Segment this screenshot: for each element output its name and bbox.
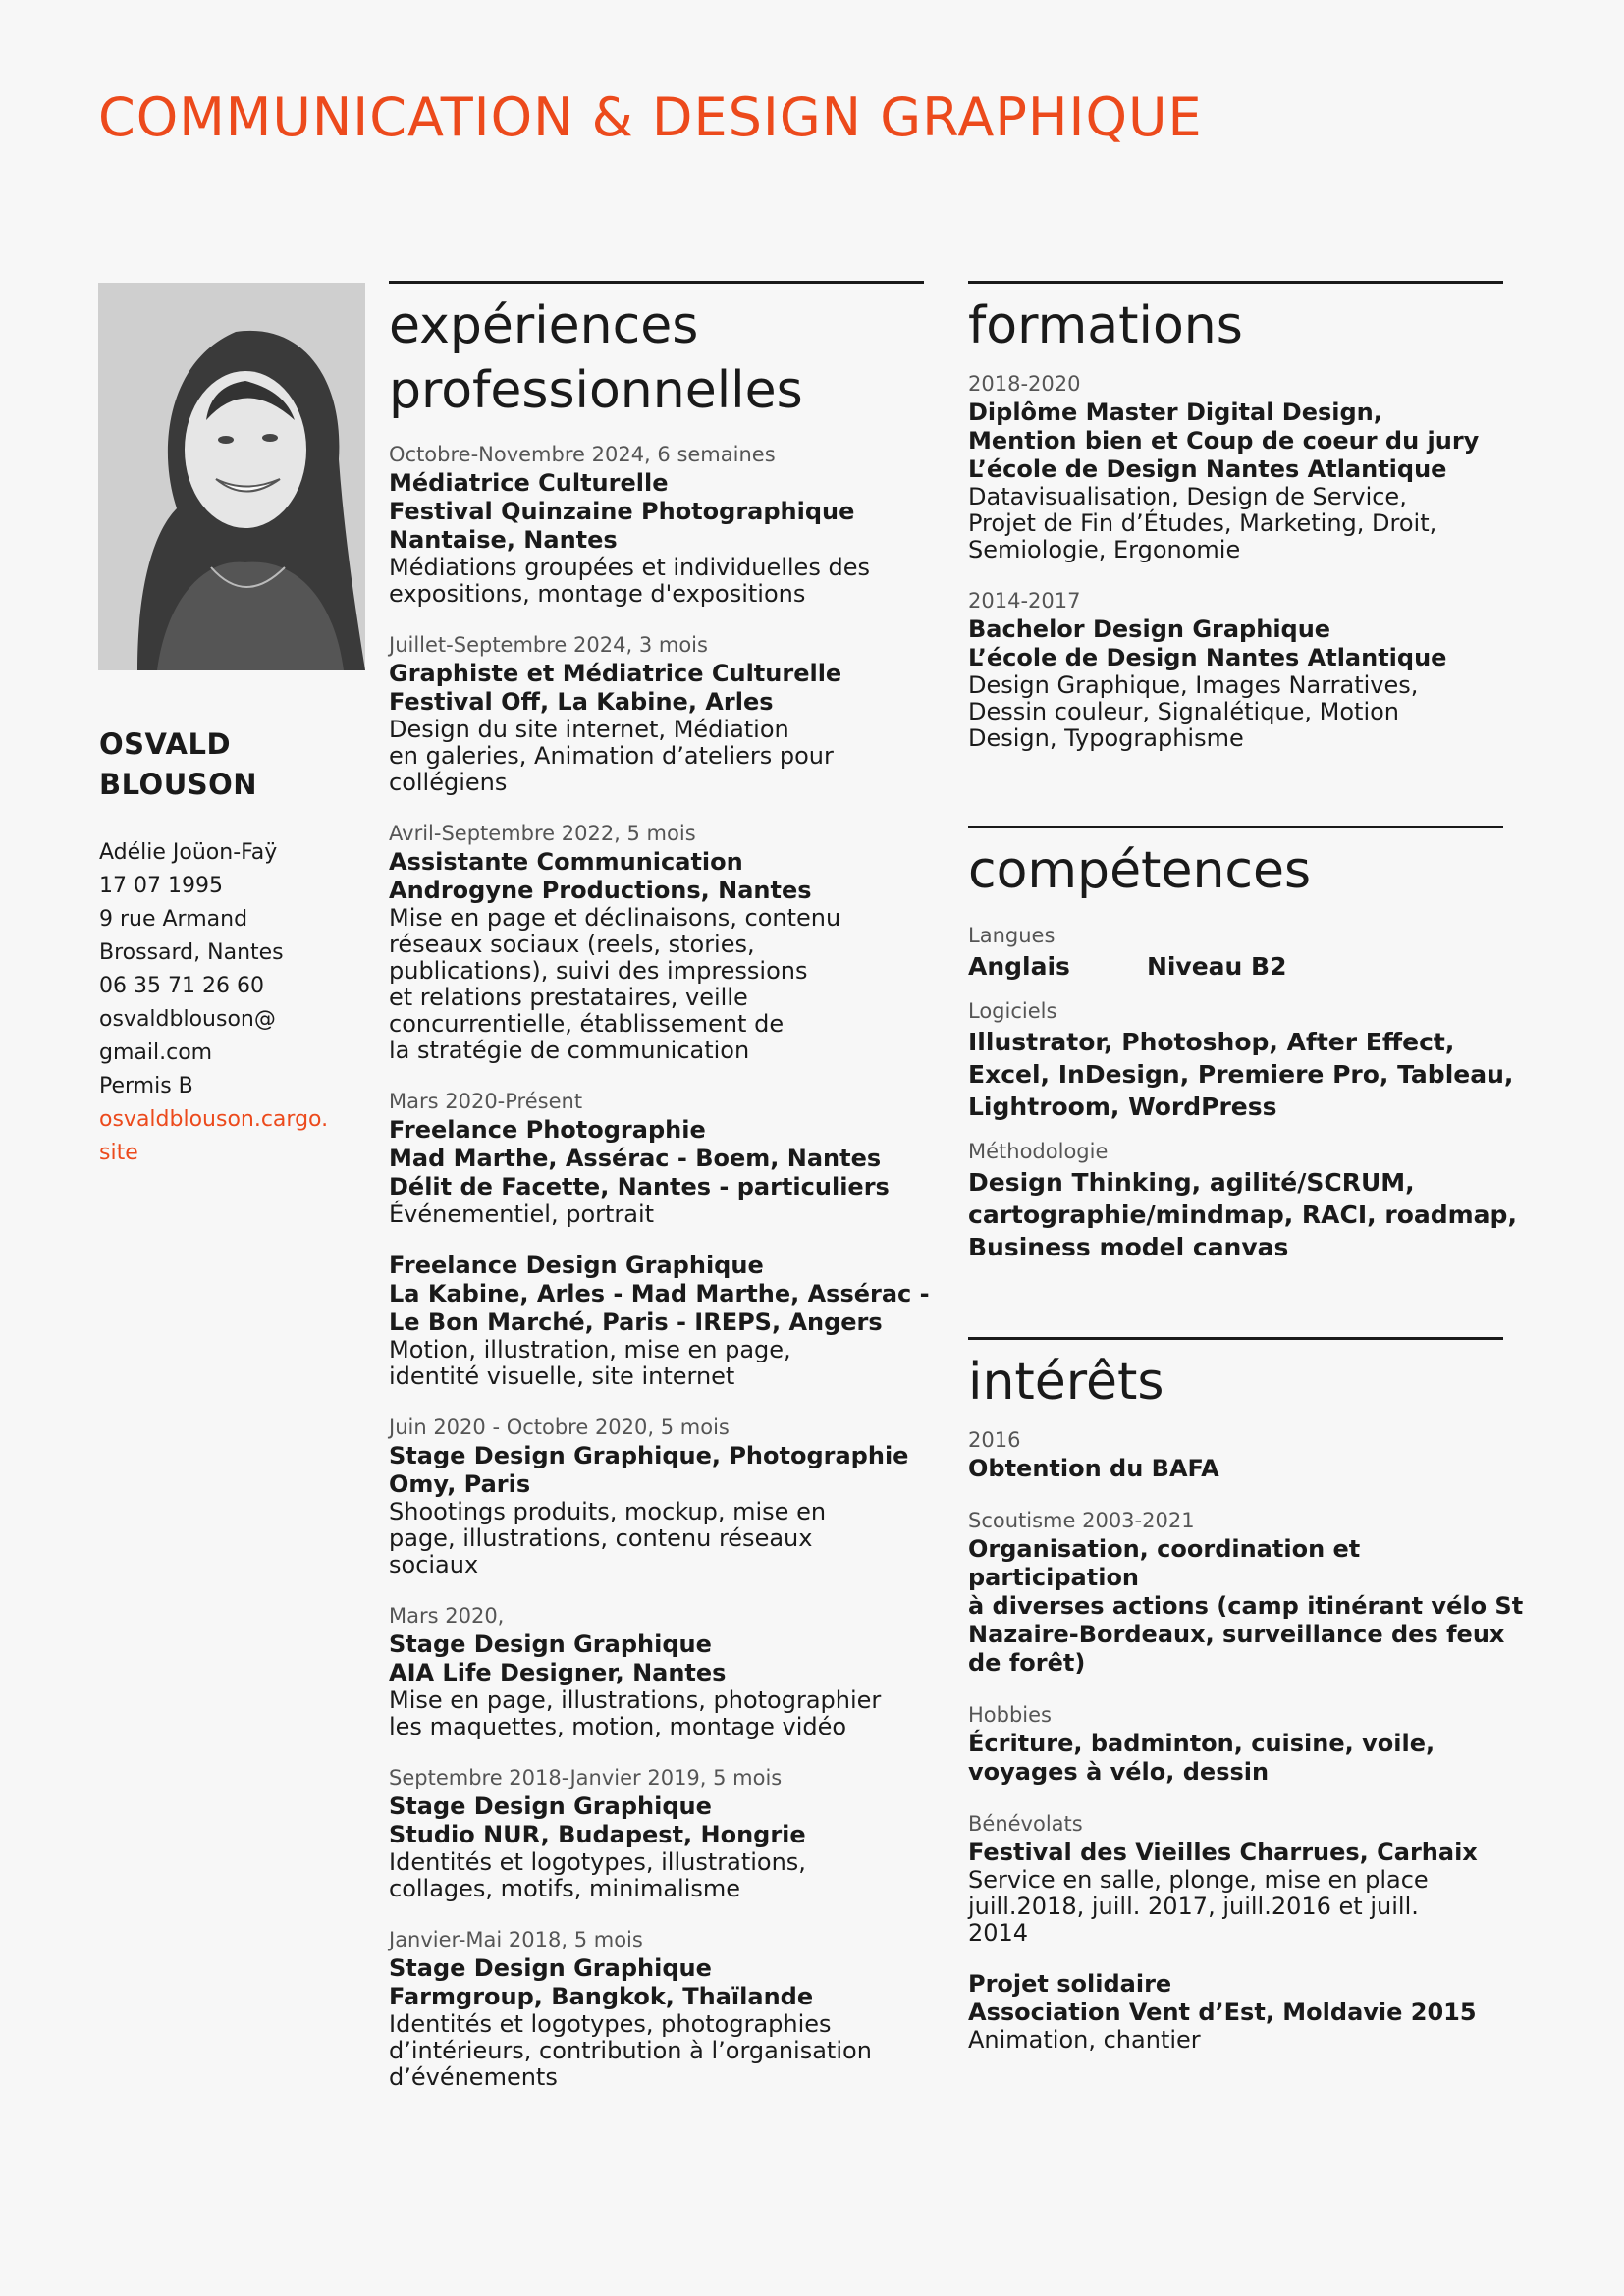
interets-list	[968, 1426, 1538, 2054]
entry-date: Mars 2020-Présent	[389, 1090, 583, 1113]
logiciels-list	[968, 1026, 1538, 1123]
contact-line: 17 07 1995	[99, 874, 223, 898]
entry-description-line: et relations prestataires, veille	[389, 984, 748, 1011]
entry-description-line: Animation, chantier	[968, 2026, 1201, 2054]
entry-description-line: Médiations groupées et individuelles des	[389, 554, 870, 581]
entry-title-line: Mention bien et Coup de coeur du jury	[968, 427, 1480, 454]
entry-title-line: Écriture, badminton, cuisine, voile,	[968, 1730, 1435, 1757]
logiciels-line: Lightroom, WordPress	[968, 1093, 1277, 1121]
section-divider	[968, 826, 1503, 828]
methodologie-line: cartographie/mindmap, RACI, roadmap,	[968, 1201, 1517, 1229]
entry	[389, 1088, 939, 1228]
formations-title: formations	[968, 296, 1243, 355]
entry	[968, 1701, 1538, 1787]
entry	[389, 631, 939, 796]
entry-description-line: concurrentielle, établissement de	[389, 1010, 785, 1038]
entry-description-line: expositions, montage d'expositions	[389, 580, 806, 608]
entry-date: Juillet-Septembre 2024, 3 mois	[389, 633, 708, 657]
entry-description-line: Design Graphique, Images Narratives,	[968, 671, 1419, 699]
section-divider	[968, 1337, 1503, 1340]
entry	[389, 1414, 939, 1578]
entry-title-line: Festival Off, La Kabine, Arles	[389, 688, 774, 716]
experience-title: expériences professionnelles	[389, 296, 803, 420]
entry-description-line: Identités et logotypes, photographies	[389, 2010, 832, 2038]
entry-description-line: collages, motifs, minimalisme	[389, 1875, 741, 1902]
entry-title-line: Médiatrice Culturelle	[389, 469, 669, 497]
entry-description-line: page, illustrations, contenu réseaux	[389, 1524, 813, 1552]
entry-title-line: Festival des Vieilles Charrues, Carhaix	[968, 1839, 1478, 1866]
methodologie-label: Méthodologie	[968, 1140, 1109, 1163]
entry-date: 2018-2020	[968, 372, 1081, 396]
entry-title-line: Stage Design Graphique, Photographie	[389, 1442, 909, 1469]
entry	[389, 1926, 939, 2091]
entry-date: Scoutisme 2003-2021	[968, 1509, 1195, 1532]
experience-section	[389, 281, 939, 2091]
entry-title-line: Association Vent d’Est, Moldavie 2015	[968, 1999, 1477, 2026]
logiciels-line: Excel, InDesign, Premiere Pro, Tableau,	[968, 1060, 1514, 1089]
entry	[389, 1764, 939, 1902]
entry	[968, 1810, 1538, 1947]
entry-title-line: Androgyne Productions, Nantes	[389, 877, 812, 904]
entry-title-line: Farmgroup, Bangkok, Thaïlande	[389, 1983, 814, 2010]
entry-title-line: Obtention du BAFA	[968, 1455, 1219, 1482]
entry-description-line: Mise en page et déclinaisons, contenu	[389, 904, 841, 932]
entry-description-line: Semiologie, Ergonomie	[968, 536, 1241, 563]
entry-title-line: Omy, Paris	[389, 1470, 531, 1498]
entry-date: Mars 2020,	[389, 1604, 505, 1628]
contact-line: Permis B	[99, 1074, 193, 1098]
entry-title-line: Diplôme Master Digital Design,	[968, 399, 1382, 426]
entry-date: Juin 2020 - Octobre 2020, 5 mois	[389, 1415, 730, 1439]
contact-info	[99, 836, 374, 1170]
entry	[389, 441, 939, 608]
entry-title-line: L’école de Design Nantes Atlantique	[968, 644, 1447, 671]
section-divider	[389, 281, 924, 284]
entry-title-line: voyages à vélo, dessin	[968, 1758, 1270, 1786]
entry-title-line: Graphiste et Médiatrice Culturelle	[389, 660, 842, 687]
entry-description-line: Shootings produits, mockup, mise en	[389, 1498, 827, 1525]
entry-description-line: d’événements	[389, 2063, 558, 2091]
entry-description-line: Mise en page, illustrations, photographier	[389, 1686, 882, 1714]
entry-title-line: Stage Design Graphique	[389, 1792, 712, 1820]
profile-name: OSVALD BLOUSON	[99, 727, 258, 801]
entry	[389, 1252, 939, 1390]
entry-description-line: d’intérieurs, contribution à l’organisation	[389, 2037, 872, 2064]
entry-description-line: identité visuelle, site internet	[389, 1362, 735, 1390]
entry-description-line: Événementiel, portrait	[389, 1201, 655, 1228]
language: Anglais	[968, 952, 1070, 981]
entry-description-line: collégiens	[389, 769, 508, 796]
entry-title-line: Freelance Photographie	[389, 1116, 706, 1144]
entry-date: 2014-2017	[968, 589, 1081, 613]
contact-line: Brossard, Nantes	[99, 940, 284, 965]
entry-title-line: à diverses actions (camp itinérant vélo St	[968, 1592, 1524, 1620]
entry-description-line: Datavisualisation, Design de Service,	[968, 483, 1407, 510]
methodologie-list	[968, 1166, 1538, 1263]
contact-line: gmail.com	[99, 1041, 213, 1065]
entry-title-line: AIA Life Designer, Nantes	[389, 1659, 727, 1686]
competences-section	[968, 826, 1538, 1263]
portrait-image	[98, 283, 365, 670]
entry-description-line: Service en salle, plonge, mise en place	[968, 1866, 1429, 1894]
entry	[968, 1507, 1538, 1678]
entry-title-line: Nazaire-Bordeaux, surveillance des feux	[968, 1621, 1505, 1648]
langues-label: Langues	[968, 924, 1056, 947]
entry-date: 2016	[968, 1428, 1021, 1452]
interets-title: intérêts	[968, 1353, 1164, 1412]
entry-description-line: la stratégie de communication	[389, 1037, 750, 1064]
contact-line: osvaldblouson@	[99, 1007, 276, 1032]
entry-date: Septembre 2018-Janvier 2019, 5 mois	[389, 1766, 783, 1789]
entry-title-line: Freelance Design Graphique	[389, 1252, 764, 1279]
entry-description-line: 2014	[968, 1919, 1029, 1947]
right-column	[968, 281, 1538, 2054]
formations-list	[968, 370, 1538, 752]
entry-description-line: sociaux	[389, 1551, 479, 1578]
entry-title-line: L’école de Design Nantes Atlantique	[968, 455, 1447, 483]
experience-list	[389, 441, 939, 2091]
entry-title-line: Délit de Facette, Nantes - particuliers	[389, 1173, 890, 1201]
entry-title-line: Projet solidaire	[968, 1970, 1172, 1998]
contact-line: 9 rue Armand	[99, 907, 248, 932]
entry-description-line: juill.2018, juill. 2017, juill.2016 et juill.	[968, 1893, 1419, 1920]
entry-description-line: Design, Typographisme	[968, 724, 1244, 752]
entry-description-line: Design du site internet, Médiation	[389, 716, 789, 743]
entry-description-line: Projet de Fin d’Études, Marketing, Droit,	[968, 509, 1437, 537]
entry-title-line: Stage Design Graphique	[389, 1630, 712, 1658]
entry-title-line: Studio NUR, Budapest, Hongrie	[389, 1821, 806, 1848]
entry	[968, 370, 1538, 563]
entry-title-line: Nantaise, Nantes	[389, 526, 618, 554]
entry	[968, 1970, 1538, 2054]
entry-title-line: Bachelor Design Graphique	[968, 615, 1331, 643]
language-row	[968, 950, 1538, 983]
entry-title-line: Organisation, coordination et participation	[968, 1535, 1361, 1591]
logiciels-line: Illustrator, Photoshop, After Effect,	[968, 1028, 1455, 1056]
entry-title-line: Stage Design Graphique	[389, 1954, 712, 1982]
section-divider	[968, 281, 1503, 284]
methodologie-line: Design Thinking, agilité/SCRUM,	[968, 1168, 1415, 1197]
entry	[389, 1602, 939, 1740]
entry-title-line: Assistante Communication	[389, 848, 743, 876]
entry-description-line: en galeries, Animation d’ateliers pour	[389, 742, 834, 770]
contact-line: Adélie Joüon-Faÿ	[99, 840, 278, 865]
entry	[968, 1426, 1538, 1483]
entry-description-line: publications), suivi des impressions	[389, 957, 808, 985]
language-level: Niveau B2	[1146, 952, 1287, 981]
competences-title: compétences	[968, 841, 1312, 900]
entry	[389, 820, 939, 1064]
methodologie-line: Business model canvas	[968, 1233, 1289, 1261]
interets-section	[968, 1337, 1538, 2054]
profile-column	[99, 724, 374, 1170]
entry-title-line: Le Bon Marché, Paris - IREPS, Angers	[389, 1308, 883, 1336]
entry-title-line: Mad Marthe, Assérac - Boem, Nantes	[389, 1145, 882, 1172]
entry-date: Bénévolats	[968, 1812, 1083, 1836]
page-title: COMMUNICATION & DESIGN GRAPHIQUE	[98, 86, 1203, 148]
entry-date: Avril-Septembre 2022, 5 mois	[389, 822, 696, 845]
entry-date: Janvier-Mai 2018, 5 mois	[389, 1928, 643, 1951]
entry	[968, 587, 1538, 752]
entry-title-line: de forêt)	[968, 1649, 1086, 1677]
contact-line: 06 35 71 26 60	[99, 974, 264, 998]
entry-date: Octobre-Novembre 2024, 6 semaines	[389, 443, 776, 466]
entry-description-line: les maquettes, motion, montage vidéo	[389, 1713, 847, 1740]
entry-description-line: Motion, illustration, mise en page,	[389, 1336, 791, 1363]
entry-title-line: La Kabine, Arles - Mad Marthe, Assérac -	[389, 1280, 930, 1308]
formations-section	[968, 281, 1538, 752]
entry-description-line: Dessin couleur, Signalétique, Motion	[968, 698, 1400, 725]
entry-description-line: Identités et logotypes, illustrations,	[389, 1848, 806, 1876]
profile-photo	[98, 283, 365, 670]
entry-date: Hobbies	[968, 1703, 1052, 1727]
logiciels-label: Logiciels	[968, 999, 1057, 1023]
entry-title-line: Festival Quinzaine Photographique	[389, 498, 855, 525]
entry-description-line: réseaux sociaux (reels, stories,	[389, 931, 755, 958]
website-link[interactable]: osvaldblouson.cargo. site	[99, 1107, 329, 1165]
